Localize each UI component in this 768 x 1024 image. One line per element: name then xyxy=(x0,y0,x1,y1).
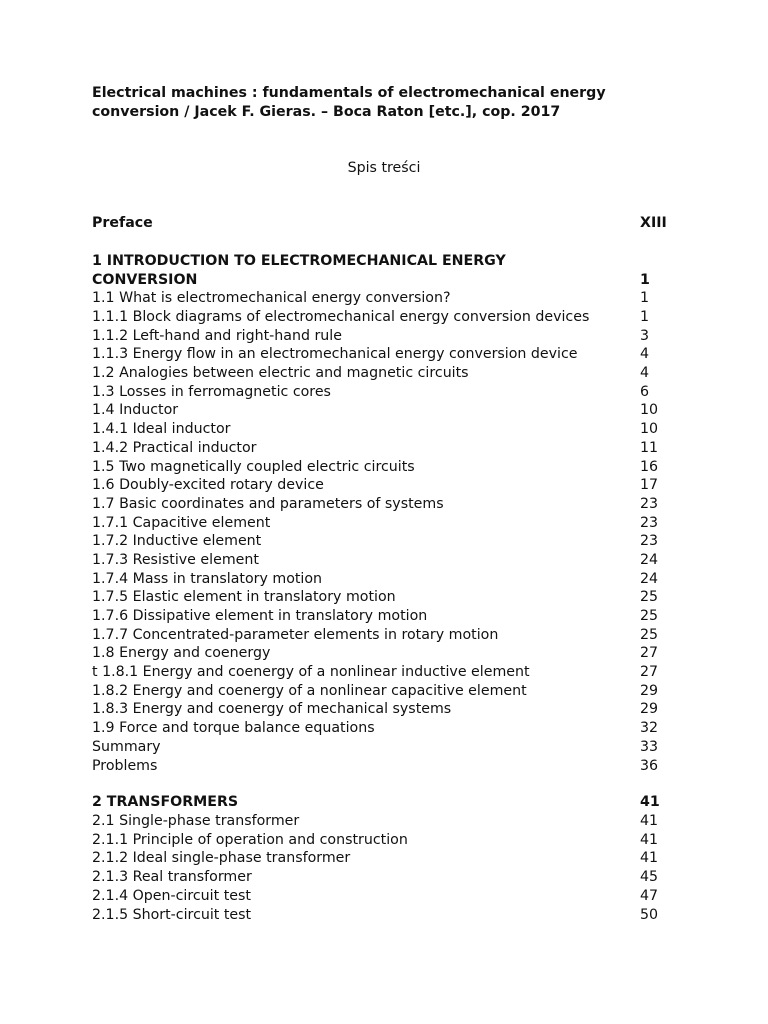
toc-entry-label: 1.9 Force and torque balance equations xyxy=(92,720,375,737)
toc-entry-label: 1.8.3 Energy and coenergy of mechanical systems xyxy=(92,701,452,718)
toc-entry xyxy=(92,364,692,383)
chapter-page: 1 xyxy=(640,271,650,288)
toc-entry xyxy=(92,476,692,495)
chapter-title-line-1: 1 INTRODUCTION TO ELECTROMECHANICAL ENERGY xyxy=(92,252,506,269)
toc-entry-page: 24 xyxy=(640,551,659,568)
toc-entry-label: 1.7.2 Inductive element xyxy=(92,533,262,550)
toc-entry-label: 1.1.1 Block diagrams of electromechanical energy conversion devices xyxy=(92,309,590,326)
toc-entry xyxy=(92,588,692,607)
toc-entry-page: 10 xyxy=(640,402,659,419)
toc-entry-page: 29 xyxy=(640,701,659,718)
toc-entry-page: 1 xyxy=(640,290,650,307)
toc-entry-label: 1.4.1 Ideal inductor xyxy=(92,421,231,438)
toc-entry xyxy=(92,420,692,439)
toc-entry-label: 1.7.3 Resistive element xyxy=(92,551,259,568)
toc-entry-page: 27 xyxy=(640,645,659,662)
toc-entry-label: 1.7.6 Dissipative element in translatory motion xyxy=(92,608,428,625)
toc-entry-label: 2.1.5 Short-circuit test xyxy=(92,906,252,923)
toc-entry-label: 1.1 What is electromechanical energy conversion? xyxy=(92,290,451,307)
toc-entry-page: 23 xyxy=(640,533,659,550)
chapter-title: 2 TRANSFORMERS xyxy=(92,794,239,811)
toc-entry xyxy=(92,812,692,831)
toc-entry xyxy=(92,607,692,626)
document-title-line-2: conversion / Jacek F. Gieras. – Boca Raton [etc.], cop. 2017 xyxy=(92,104,561,120)
toc-entry-label: 2.1.1 Principle of operation and construction xyxy=(92,831,408,848)
toc-entry-label: 1.4 Inductor xyxy=(92,402,179,419)
toc-entry xyxy=(92,757,692,776)
document-title xyxy=(92,84,692,122)
toc-entry-page: 23 xyxy=(640,514,659,531)
toc-entry xyxy=(92,401,692,420)
toc-entry xyxy=(92,532,692,551)
toc-entry xyxy=(92,439,692,458)
toc-entry-page: 33 xyxy=(640,738,659,755)
toc-entry xyxy=(92,626,692,645)
toc-entry-page: 23 xyxy=(640,495,659,512)
toc-entry-label: 1.1.2 Left-hand and right-hand rule xyxy=(92,327,342,344)
toc-entry xyxy=(92,345,692,364)
toc-entry-page: 6 xyxy=(640,383,650,400)
toc-entry xyxy=(92,719,692,738)
toc-entry-page: 24 xyxy=(640,570,659,587)
toc-entry-page: 25 xyxy=(640,608,659,625)
toc-entry-page: 27 xyxy=(640,664,659,681)
toc-entry-page: 25 xyxy=(640,589,659,606)
toc-entry-label: 1.1.3 Energy flow in an electromechanical energy conversion device xyxy=(92,346,578,363)
toc-entry-page: 41 xyxy=(640,831,659,848)
chapter-2-entries xyxy=(92,812,692,924)
toc-entry xyxy=(92,289,692,308)
toc-entry-label: Problems xyxy=(92,757,158,774)
toc-entry-page: 1 xyxy=(640,309,650,326)
toc-entry-label: 1.7.7 Concentrated-parameter elements in rotary motion xyxy=(92,626,499,643)
toc-entry-page: XIII xyxy=(640,215,667,231)
toc-entry xyxy=(92,495,692,514)
toc-entry xyxy=(92,868,692,887)
toc-entry xyxy=(92,738,692,757)
toc-entry-label: 2.1.4 Open-circuit test xyxy=(92,887,251,904)
toc-entry xyxy=(92,570,692,589)
chapter-1-title xyxy=(92,252,692,271)
table-of-contents xyxy=(92,214,692,924)
toc-entry xyxy=(92,514,692,533)
toc-entry-page: 36 xyxy=(640,757,659,774)
toc-entry-label: 2.1.3 Real transformer xyxy=(92,869,252,886)
toc-entry-label: Preface xyxy=(92,215,153,231)
toc-entry-page: 11 xyxy=(640,439,659,456)
toc-entry-label: 1.7.4 Mass in translatory motion xyxy=(92,570,323,587)
toc-entry-page: 17 xyxy=(640,477,659,494)
toc-entry xyxy=(92,700,692,719)
toc-entry-label: 1.2 Analogies between electric and magnetic circuits xyxy=(92,365,469,382)
toc-entry-label: 1.4.2 Practical inductor xyxy=(92,439,257,456)
chapter-title-line-2: CONVERSION xyxy=(92,271,198,288)
toc-entry xyxy=(92,831,692,850)
toc-entry-label: 1.8.2 Energy and coenergy of a nonlinear capacitive element xyxy=(92,682,527,699)
toc-entry xyxy=(92,551,692,570)
toc-entry xyxy=(92,849,692,868)
toc-entry-label: t 1.8.1 Energy and coenergy of a nonlinear inductive element xyxy=(92,664,530,681)
chapter-2-title xyxy=(92,793,692,812)
toc-entry xyxy=(92,458,692,477)
toc-entry-page: 32 xyxy=(640,720,659,737)
toc-entry-label: 2.1 Single-phase transformer xyxy=(92,813,300,830)
toc-entry-page: 41 xyxy=(640,813,659,830)
toc-entry-label: 1.3 Losses in ferromagnetic cores xyxy=(92,383,331,400)
toc-entry-label: Summary xyxy=(92,738,161,755)
toc-entry-label: 1.8 Energy and coenergy xyxy=(92,645,271,662)
toc-entry xyxy=(92,887,692,906)
chapter-page: 41 xyxy=(640,794,660,811)
toc-entry-label: 2.1.2 Ideal single-phase transformer xyxy=(92,850,351,867)
toc-entry xyxy=(92,308,692,327)
document-title-line-1: Electrical machines : fundamentals of electromechanical energy xyxy=(92,85,606,101)
toc-entry-page: 10 xyxy=(640,421,659,438)
toc-entry-label: 1.7 Basic coordinates and parameters of systems xyxy=(92,495,444,512)
toc-entry-page: 3 xyxy=(640,327,650,344)
toc-entry-page: 41 xyxy=(640,850,659,867)
toc-entry-page: 16 xyxy=(640,458,659,475)
toc-entry xyxy=(92,383,692,402)
chapter-1-entries xyxy=(92,289,692,775)
toc-entry-page: 47 xyxy=(640,887,659,904)
toc-entry-page: 4 xyxy=(640,346,650,363)
toc-entry xyxy=(92,644,692,663)
toc-entry-page: 25 xyxy=(640,626,659,643)
toc-entry-label: 1.7.5 Elastic element in translatory motion xyxy=(92,589,396,606)
toc-entry-preface xyxy=(92,214,692,233)
toc-entry-label: 1.7.1 Capacitive element xyxy=(92,514,271,531)
toc-entry-page: 29 xyxy=(640,682,659,699)
toc-entry-page: 4 xyxy=(640,365,650,382)
toc-entry-label: 1.5 Two magnetically coupled electric circuits xyxy=(92,458,415,475)
toc-entry xyxy=(92,663,692,682)
toc-entry-label: 1.6 Doubly-excited rotary device xyxy=(92,477,324,494)
toc-entry-page: 45 xyxy=(640,869,659,886)
chapter-1-title-continued xyxy=(92,271,692,290)
toc-heading: Spis treści xyxy=(347,160,421,176)
toc-entry xyxy=(92,327,692,346)
toc-entry-page: 50 xyxy=(640,906,659,923)
toc-entry xyxy=(92,682,692,701)
toc-entry xyxy=(92,906,692,925)
